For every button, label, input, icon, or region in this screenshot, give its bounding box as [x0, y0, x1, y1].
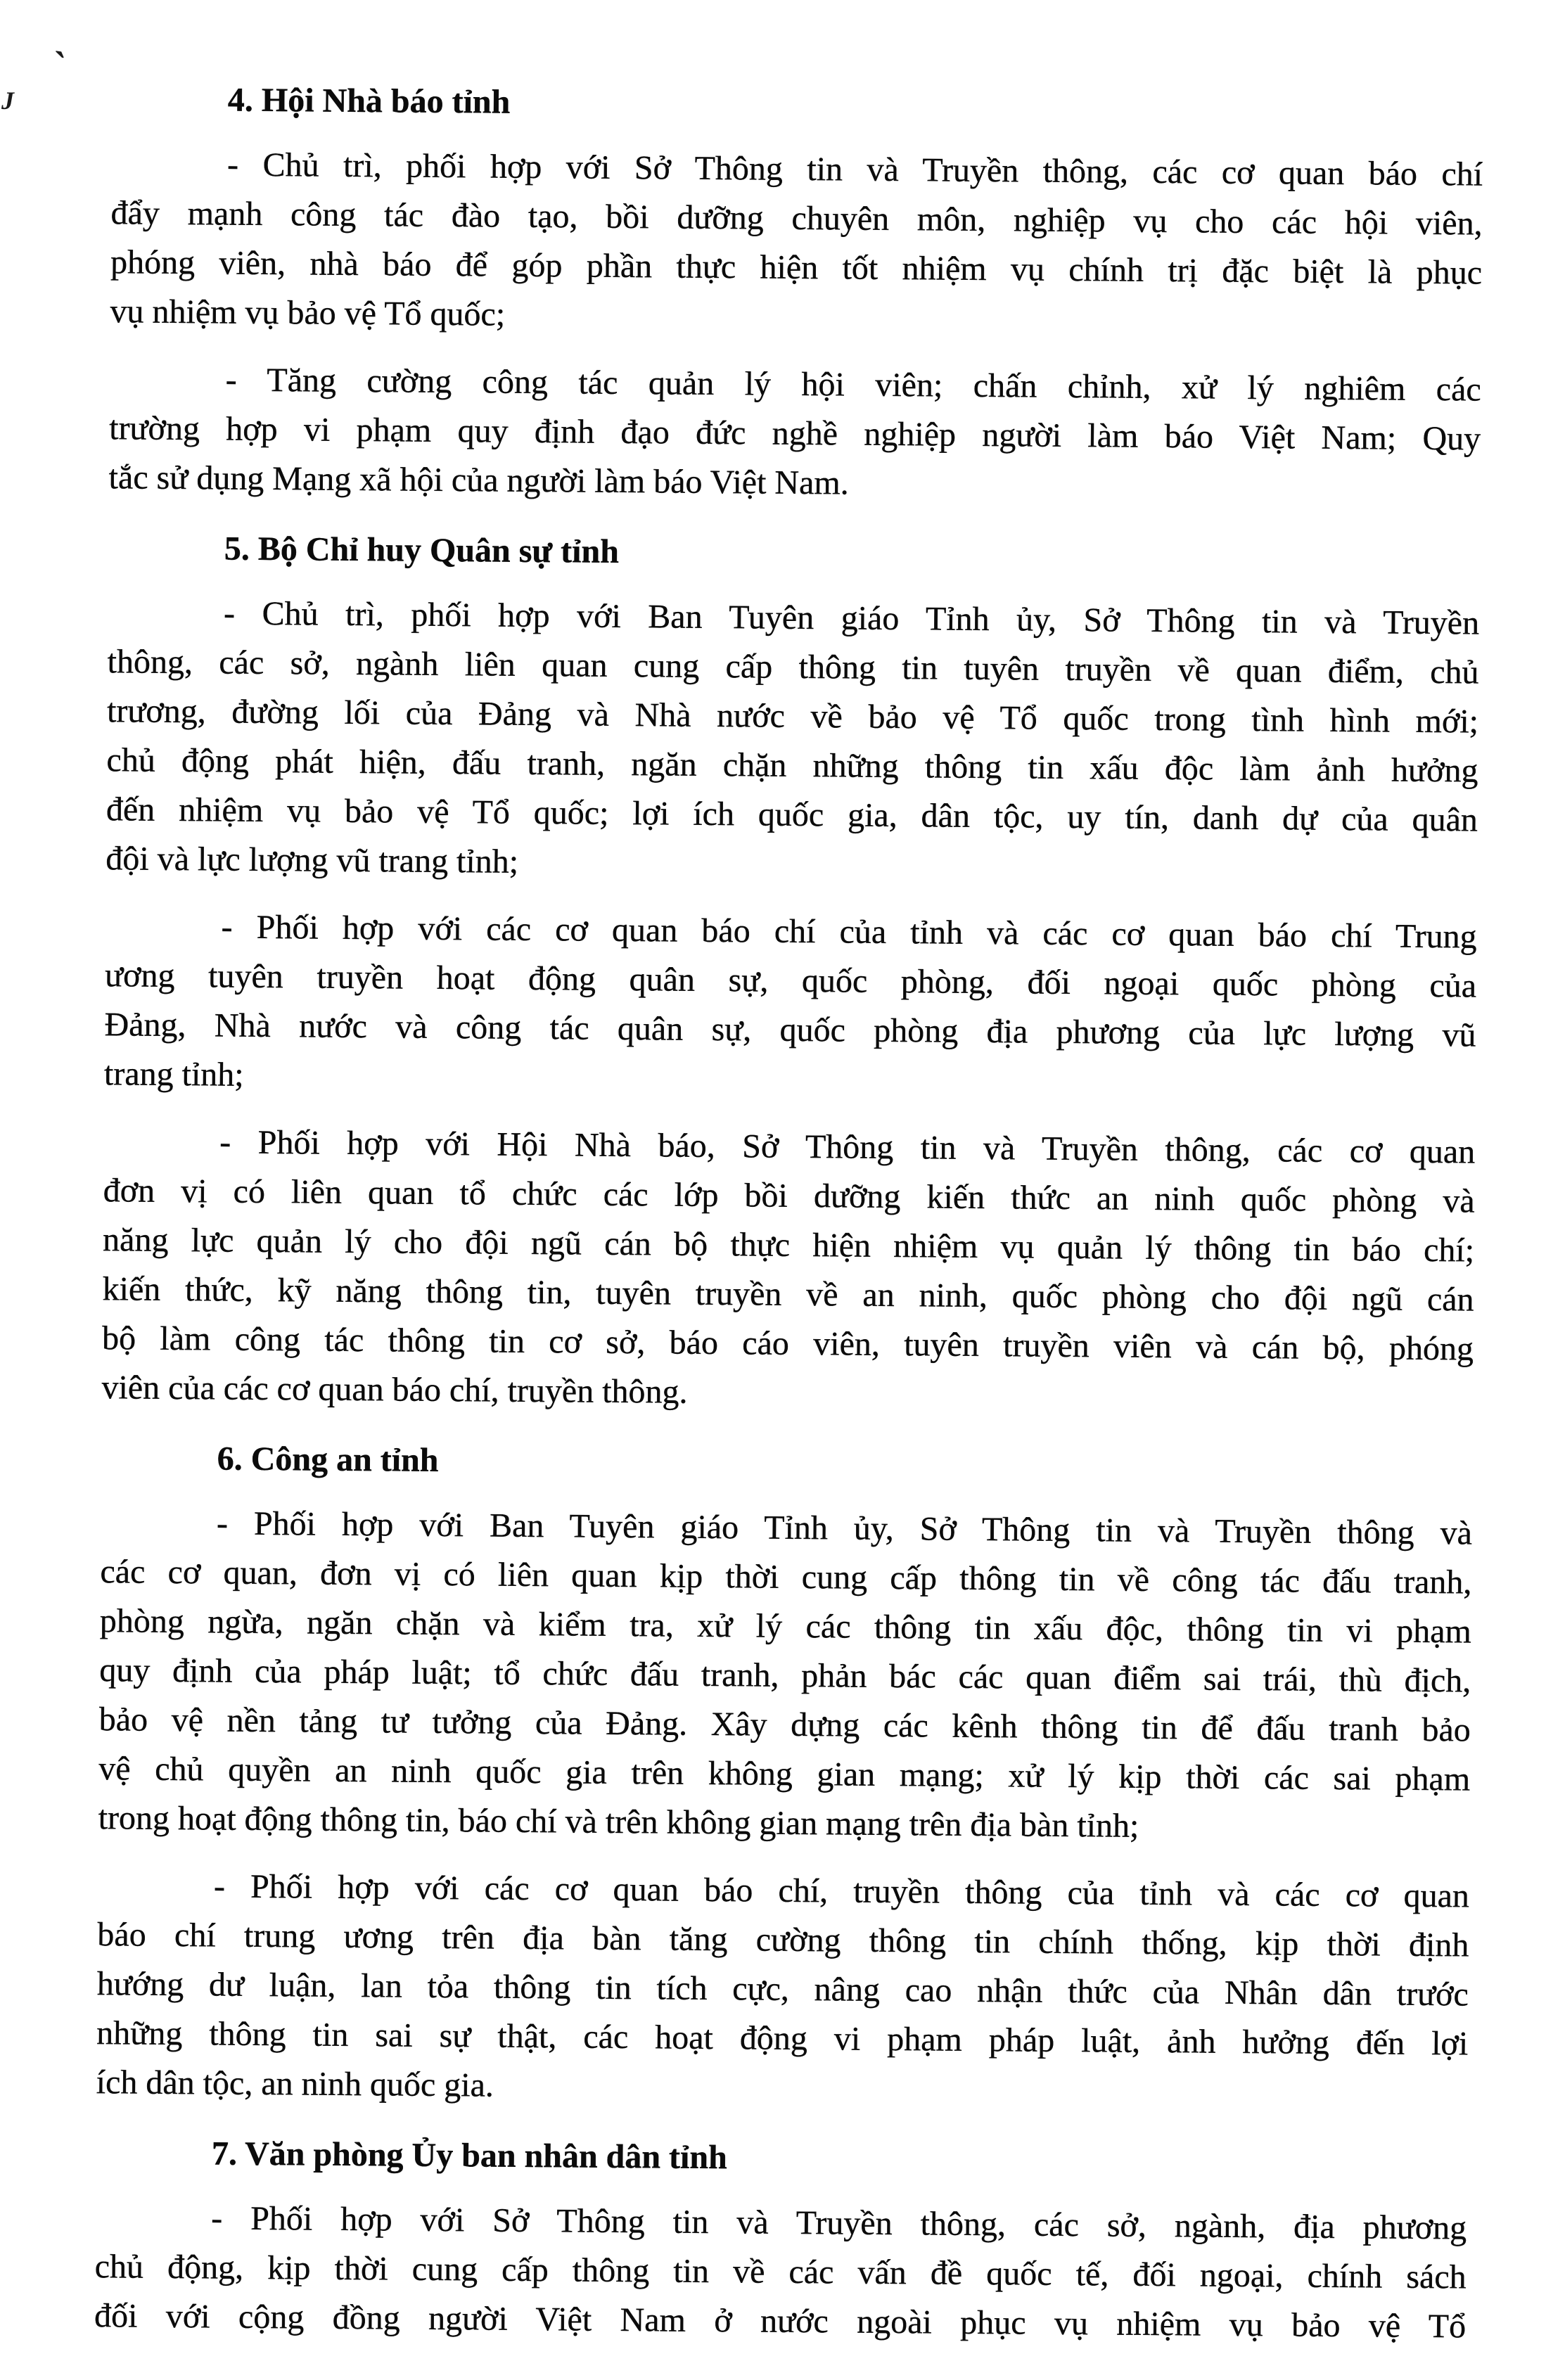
paragraph — [106, 588, 1479, 894]
text-line: trong hoạt động thông tin, báo chí và trên không gian mạng trên địa bàn tỉnh; — [98, 1799, 1139, 1845]
text-line: vệ chủ quyền an ninh quốc gia trên không gian mạng; xử lý kịp thời các sai phạm — [98, 1750, 1471, 1798]
text-line: - Chủ trì, phối hợp với Ban Tuyên giáo Tỉnh ủy, Sở Thông tin và Truyền — [223, 594, 1480, 642]
section-heading: 7. Văn phòng Ủy ban nhân dân tỉnh — [211, 2135, 727, 2177]
text-line: - Phối hợp với Ban Tuyên giáo Tỉnh ủy, Sở Thông tin và Truyền thông và — [216, 1504, 1473, 1552]
text-line: Đảng, Nhà nước và công tác quân sự, quốc phòng địa phương của lực lượng vũ — [104, 1006, 1476, 1054]
text-line: đơn vị có liên quan tổ chức các lớp bồi dưỡng kiến thức an ninh quốc phòng và — [103, 1172, 1475, 1220]
text-line: quy định của pháp luật; tổ chức đấu tranh, phản bác các quan điểm sai trái, thù địch, — [99, 1651, 1471, 1700]
text-line: đến nhiệm vụ bảo vệ Tổ quốc; lợi ích quốc gia, dân tộc, uy tín, danh dự của quân — [106, 791, 1478, 839]
text-line: trường hợp vi phạm quy định đạo đức nghề nghiệp người làm báo Việt Nam; Quy — [109, 409, 1481, 458]
scan-artifact-tick: ` — [49, 44, 68, 89]
paragraph — [110, 139, 1483, 347]
text-line: báo chí trung ương trên địa bàn tăng cường thông tin chính thống, kịp thời định — [97, 1916, 1469, 1964]
text-line: phòng ngừa, ngăn chặn và kiểm tra, xử lý các thông tin xấu độc, thông tin vi phạm — [99, 1602, 1472, 1651]
text-line: - Phối hợp với các cơ quan báo chí, truyền thông của tỉnh và các cơ quan — [213, 1867, 1470, 1915]
text-line: viên của các cơ quan báo chí, truyền thông. — [101, 1369, 688, 1411]
text-line: - Tăng cường công tác quản lý hội viên; chấn chỉnh, xử lý nghiêm các — [225, 361, 1481, 409]
paragraph — [108, 354, 1481, 513]
text-line: những thông tin sai sự thật, các hoạt động vi phạm pháp luật, ảnh hưởng đến lợi — [96, 2014, 1469, 2063]
text-line: đội và lực lượng vũ trang tỉnh; — [106, 840, 519, 881]
text-line: trương, đường lối của Đảng và Nhà nước về bảo vệ Tổ quốc trong tình hình mới; — [106, 692, 1479, 741]
paragraph — [104, 902, 1477, 1109]
text-line: chủ động phát hiện, đấu tranh, ngăn chặn những thông tin xấu độc làm ảnh hưởng — [106, 741, 1478, 790]
scan-artifact-hook: J — [1, 87, 14, 115]
section-heading: 5. Bộ Chỉ huy Quân sự tỉnh — [224, 530, 620, 570]
text-line: vụ nhiệm vụ bảo vệ Tổ quốc; — [110, 293, 506, 333]
paragraph — [96, 1861, 1469, 2118]
text-line: tắc sử dụng Mạng xã hội của người làm báo Việt Nam. — [108, 459, 849, 502]
text-line: đối với cộng đồng người Việt Nam ở nước ngoài phục vụ nhiệm vụ bảo vệ Tổ — [94, 2297, 1467, 2346]
text-line: - Phối hợp với các cơ quan báo chí của tỉnh và các cơ quan báo chí Trung — [221, 908, 1477, 956]
text-line: kiến thức, kỹ năng thông tin, tuyên truyền về an ninh, quốc phòng cho đội ngũ cán — [102, 1270, 1474, 1319]
text-line: - Phối hợp với Hội Nhà báo, Sở Thông tin và Truyền thông, các cơ quan — [219, 1123, 1476, 1171]
paragraph — [98, 1498, 1472, 1853]
text-line: các cơ quan, đơn vị có liên quan kịp thời cung cấp thông tin về công tác đấu tranh, — [100, 1553, 1472, 1601]
text-line: bảo vệ nền tảng tư tưởng của Đảng. Xây dựng các kênh thông tin để đấu tranh bảo — [98, 1701, 1471, 1749]
text-line: thông, các sở, ngành liên quan cung cấp thông tin tuyên truyền về quan điểm, chủ — [107, 643, 1479, 691]
text-line: - Phối hợp với Sở Thông tin và Truyền thông, các sở, ngành, địa phương — [211, 2199, 1467, 2247]
text-line: đẩy mạnh công tác đào tạo, bồi dưỡng chuyên môn, nghiệp vụ cho các hội viên, — [110, 194, 1483, 243]
text-line: trang tỉnh; — [103, 1055, 244, 1094]
section-heading: 4. Hội Nhà báo tỉnh — [227, 81, 511, 121]
section-heading: 6. Công an tỉnh — [217, 1440, 439, 1479]
text-line: chủ động, kịp thời cung cấp thông tin về các vấn đề quốc tế, đối ngoại, chính sách — [94, 2248, 1467, 2296]
text-line: năng lực quản lý cho đội ngũ cán bộ thực hiện nhiệm vụ quản lý thông tin báo chí; — [102, 1221, 1475, 1269]
text-line: hướng dư luận, lan tỏa thông tin tích cực, nâng cao nhận thức của Nhân dân trước — [96, 1965, 1469, 2014]
paragraph — [101, 1117, 1475, 1423]
text-line: ương tuyên truyền hoạt động quân sự, quốc phòng, đối ngoại quốc phòng của — [104, 957, 1477, 1005]
text-line: ích dân tộc, an ninh quốc gia. — [96, 2064, 494, 2104]
text-line: - Chủ trì, phối hợp với Sở Thông tin và Truyền thông, các cơ quan báo chí — [226, 146, 1483, 193]
text-line: bộ làm công tác thông tin cơ sở, báo cáo viên, tuyên truyền viên và cán bộ, phóng — [101, 1319, 1474, 1368]
text-line: phóng viên, nhà báo để góp phần thực hiện tốt nhiệm vụ chính trị đặc biệt là phục — [110, 243, 1483, 292]
paragraph — [94, 2193, 1467, 2351]
